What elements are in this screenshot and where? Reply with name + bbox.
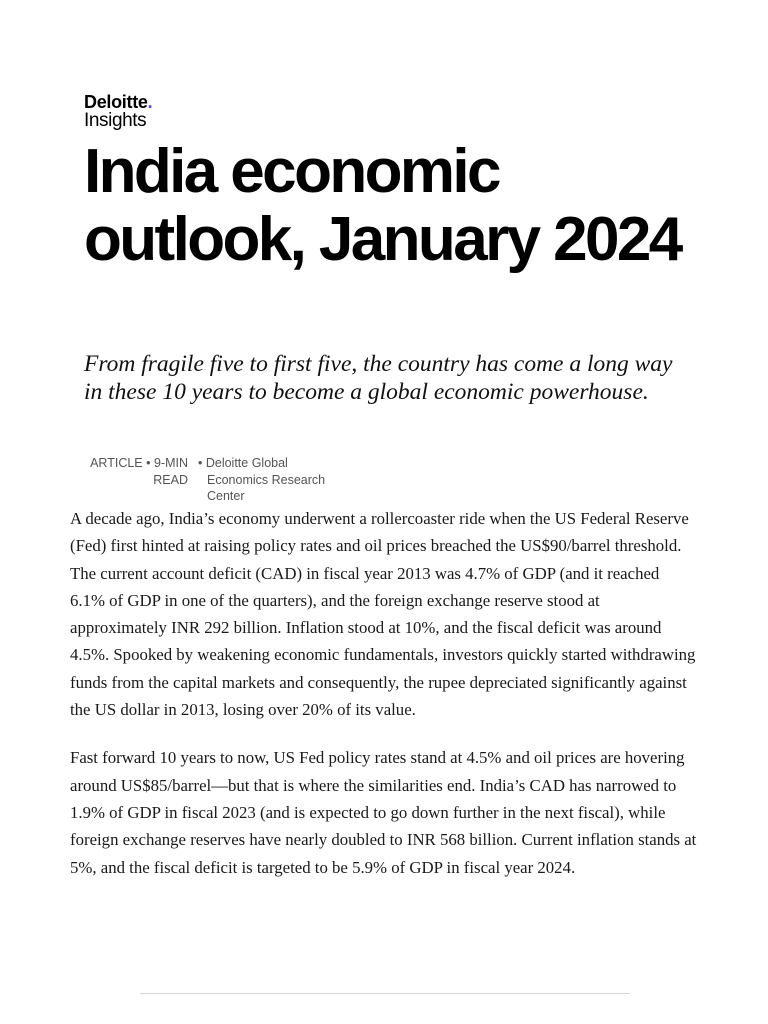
article-type-line-2: READ <box>153 472 188 487</box>
deloitte-insights-logo[interactable] <box>84 93 152 131</box>
author-line-2: Economics Research <box>207 472 326 487</box>
article-type-line-1: ARTICLE • 9-MIN <box>90 456 188 470</box>
body-paragraph-1: A decade ago, India’s economy underwent a rollercoaster ride when the US Federal Reserve (Fed) first hinted at raising policy rates and oil prices breached the US$90/barrel threshold. The current account deficit (CAD) in fiscal year 2013 was 4.7% of GDP (and it reached 6.1% of GDP in one of the quarters), and the foreign exchange reserve stood at approximately INR 292 billion. Inflation stood at 10%, and the fiscal deficit was around 4.5%. Spooked by weakening economic fundamentals, investors quickly started withdrawing funds from the capital markets and consequently, the rupee depreciated significantly against the US dollar in 2013, losing over 20% of its value. <box>70 509 696 720</box>
body-paragraph-2: Fast forward 10 years to now, US Fed policy rates stand at 4.5% and oil prices are hovering around US$85/barrel—but that is where the similarities end. India’s CAD has narrowed to 1.9% of GDP in fiscal 2023 (and is expected to go down further in the next fiscal), while foreign exchange reserves have nearly doubled to INR 568 billion. Current inflation stands at 5%, and the fiscal deficit is targeted to be 5.9% of GDP in fiscal year 2024. <box>70 748 697 877</box>
section-divider <box>140 993 630 994</box>
article-type-readtime <box>84 455 188 488</box>
article-subtitle: From fragile five to first five, the country has come a long way in these 10 years to become a global economic powerhouse. <box>84 351 673 405</box>
logo-dot: . <box>147 92 153 112</box>
logo-subtext: Insights <box>84 110 147 131</box>
logo-brand-text: Deloitte <box>84 92 148 112</box>
author-line-1: • Deloitte Global <box>198 456 288 470</box>
author-line-3: Center <box>207 489 245 503</box>
logo-brand <box>84 93 152 111</box>
article-body <box>70 505 698 881</box>
article-title: India economic outlook, January 2024 <box>84 137 681 274</box>
article-author[interactable] <box>198 455 343 505</box>
